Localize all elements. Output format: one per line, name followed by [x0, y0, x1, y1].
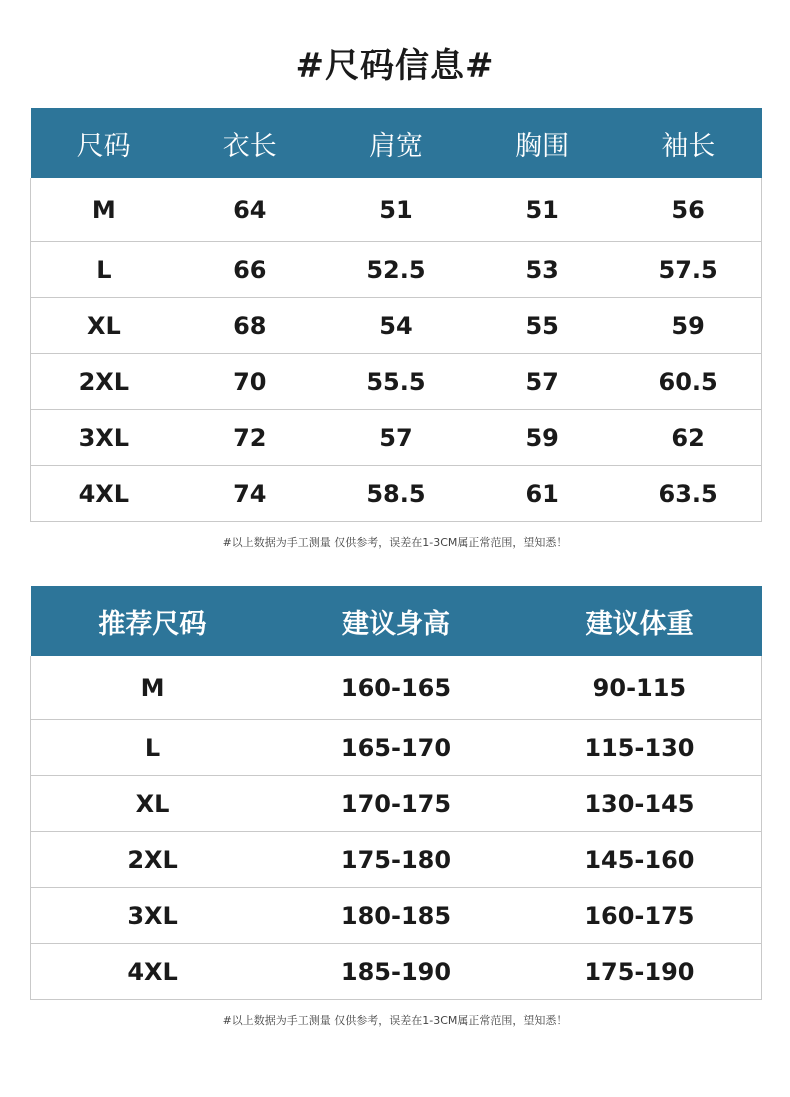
table-row	[31, 354, 762, 410]
page-title: #尺码信息#	[295, 46, 495, 86]
table-cell: M	[31, 178, 177, 242]
table-cell: 61	[469, 466, 615, 522]
table-cell: L	[31, 720, 275, 776]
table-cell: 165-170	[274, 720, 518, 776]
table-cell: 90-115	[518, 656, 762, 720]
table-cell: 2XL	[31, 832, 275, 888]
table-cell: L	[31, 242, 177, 298]
table-cell: 160-175	[518, 888, 762, 944]
header-cell-chest: 胸围	[469, 108, 615, 178]
table-cell: 130-145	[518, 776, 762, 832]
table-cell: 170-175	[274, 776, 518, 832]
table-row	[31, 944, 762, 1000]
measurement-note: #以上数据为手工测量 仅供参考，误差在1-3CM属正常范围，望知悉！	[222, 1014, 568, 1027]
header-cell-height: 建议身高	[274, 586, 518, 656]
table-cell: 68	[177, 298, 323, 354]
table-row	[31, 832, 762, 888]
table-cell: 160-165	[274, 656, 518, 720]
table-row	[31, 178, 762, 242]
table-cell: 51	[323, 178, 469, 242]
header-cell-weight: 建议体重	[518, 586, 762, 656]
table-row	[31, 242, 762, 298]
header-cell-recommended-size: 推荐尺码	[31, 586, 275, 656]
table-cell: 57	[323, 410, 469, 466]
table-cell: 55	[469, 298, 615, 354]
header-cell-sleeve: 袖长	[615, 108, 761, 178]
size-table	[30, 108, 762, 522]
table-cell: 175-180	[274, 832, 518, 888]
table-row	[31, 466, 762, 522]
table-cell: 3XL	[31, 410, 177, 466]
table-cell: 175-190	[518, 944, 762, 1000]
table-row	[31, 776, 762, 832]
table-row	[31, 656, 762, 720]
size-table-body	[31, 178, 762, 522]
table-cell: 70	[177, 354, 323, 410]
table-cell: 3XL	[31, 888, 275, 944]
table-cell: 54	[323, 298, 469, 354]
table-cell: 53	[469, 242, 615, 298]
table-cell: M	[31, 656, 275, 720]
table-row	[31, 888, 762, 944]
header-cell-shoulder: 肩宽	[323, 108, 469, 178]
table-cell: 74	[177, 466, 323, 522]
recommend-table-body	[31, 656, 762, 1000]
table-cell: 52.5	[323, 242, 469, 298]
table-cell: 59	[469, 410, 615, 466]
table-cell: 72	[177, 410, 323, 466]
table-cell: 185-190	[274, 944, 518, 1000]
table-cell: 115-130	[518, 720, 762, 776]
table-row	[31, 298, 762, 354]
table-cell: 145-160	[518, 832, 762, 888]
table-cell: 55.5	[323, 354, 469, 410]
table-cell: XL	[31, 298, 177, 354]
recommend-table-header	[31, 586, 762, 656]
table-cell: 4XL	[31, 944, 275, 1000]
table-cell: 56	[615, 178, 761, 242]
table-row	[31, 720, 762, 776]
table-row	[31, 410, 762, 466]
table-cell: 4XL	[31, 466, 177, 522]
measurement-note: #以上数据为手工测量 仅供参考，误差在1-3CM属正常范围，望知悉！	[222, 536, 568, 549]
table-cell: 62	[615, 410, 761, 466]
header-cell-size: 尺码	[31, 108, 177, 178]
table-cell: 2XL	[31, 354, 177, 410]
table-cell: 57	[469, 354, 615, 410]
table-cell: 58.5	[323, 466, 469, 522]
size-table-header	[31, 108, 762, 178]
header-cell-length: 衣长	[177, 108, 323, 178]
table-cell: 180-185	[274, 888, 518, 944]
table-cell: 60.5	[615, 354, 761, 410]
table-cell: 63.5	[615, 466, 761, 522]
table-cell: 66	[177, 242, 323, 298]
table-cell: 51	[469, 178, 615, 242]
table-cell: XL	[31, 776, 275, 832]
recommend-table	[30, 586, 762, 1000]
table-cell: 57.5	[615, 242, 761, 298]
table-cell: 59	[615, 298, 761, 354]
table-cell: 64	[177, 178, 323, 242]
